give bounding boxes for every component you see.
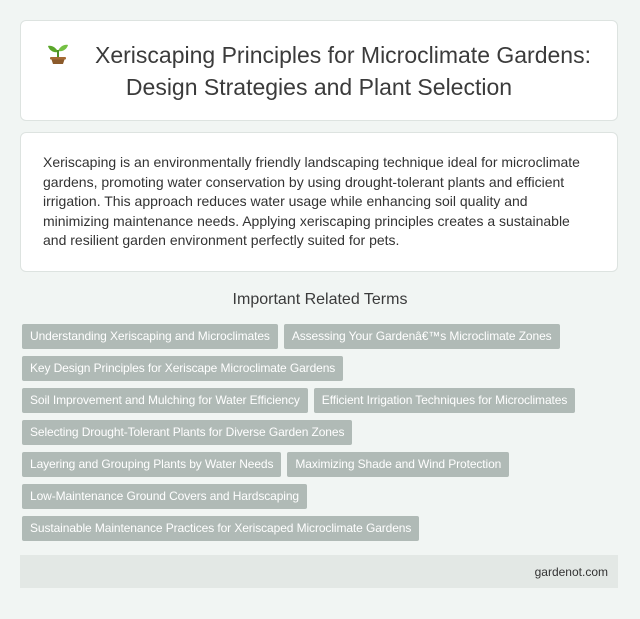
related-term-tag[interactable]: Key Design Principles for Xeriscape Microclimate Gardens — [22, 356, 343, 381]
intro-card — [20, 132, 618, 272]
title-card — [20, 20, 618, 121]
related-term-tag[interactable]: Selecting Drought-Tolerant Plants for Diverse Garden Zones — [22, 420, 352, 445]
page-title — [45, 39, 593, 103]
tag-row — [22, 324, 622, 349]
tag-row — [22, 356, 622, 381]
related-term-tag[interactable]: Soil Improvement and Mulching for Water Efficiency — [22, 388, 308, 413]
tag-row — [22, 452, 622, 477]
tag-row — [22, 516, 622, 541]
sprout-icon — [47, 41, 69, 65]
related-term-tag[interactable]: Assessing Your Gardenâ€™s Microclimate Zones — [284, 324, 560, 349]
related-term-tag[interactable]: Sustainable Maintenance Practices for Xeriscaped Microclimate Gardens — [22, 516, 419, 541]
intro-paragraph: Xeriscaping is an environmentally friendly landscaping technique ideal for microclimate gardens, promoting water conservation by using drought-tolerant plants and efficient irrigation. This approach reduces water usage while enhancing soil quality and minimizing maintenance needs. Applying xeriscaping principles creates a sustainable and resilient garden environment perfectly suited for pets. — [43, 154, 580, 248]
tag-row — [22, 420, 622, 445]
related-term-tag[interactable]: Layering and Grouping Plants by Water Needs — [22, 452, 281, 477]
related-terms-list — [22, 324, 622, 548]
related-term-tag[interactable]: Low-Maintenance Ground Covers and Hardscaping — [22, 484, 307, 509]
related-term-tag[interactable]: Efficient Irrigation Techniques for Microclimates — [314, 388, 575, 413]
page-title-text: Xeriscaping Principles for Microclimate Gardens: Design Strategies and Plant Selection — [95, 41, 591, 100]
footer-site-link[interactable]: gardenot.com — [534, 564, 608, 579]
related-term-tag[interactable]: Understanding Xeriscaping and Microclimates — [22, 324, 278, 349]
related-terms-heading: Important Related Terms — [232, 291, 408, 308]
footer — [20, 555, 618, 588]
tag-row — [22, 484, 622, 509]
related-term-tag[interactable]: Maximizing Shade and Wind Protection — [287, 452, 509, 477]
tag-row — [22, 388, 622, 413]
